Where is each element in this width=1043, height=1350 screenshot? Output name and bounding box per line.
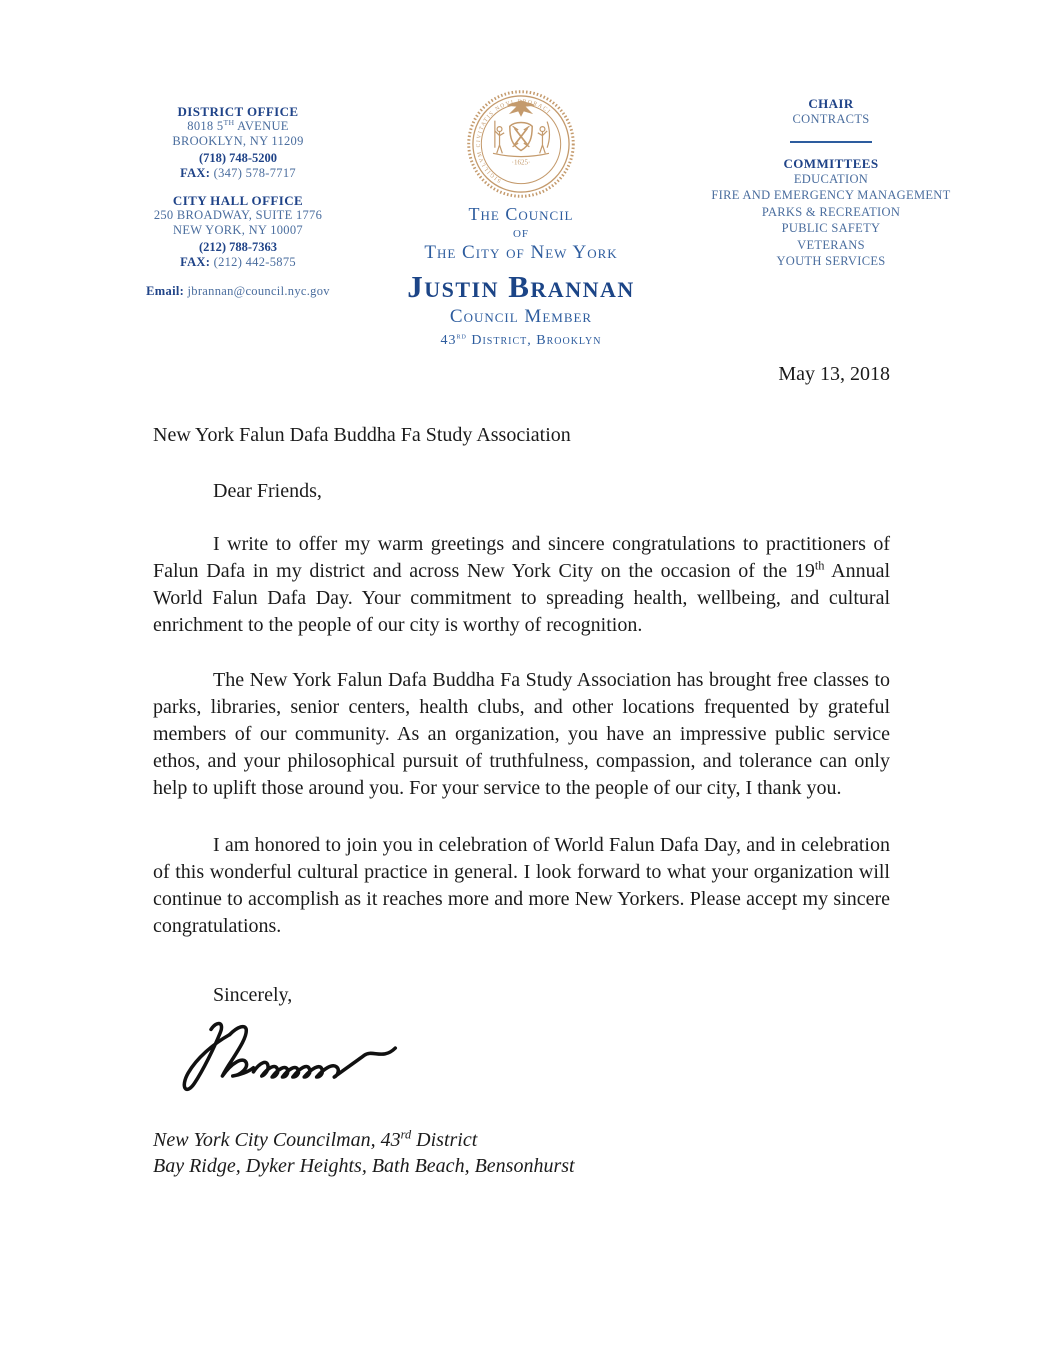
district-office-title: DISTRICT OFFICE	[177, 104, 299, 119]
district-ordinal-sup: rd	[456, 330, 467, 341]
seal-arc-text: SIGILLVM CIVITATIS NOVI EBORACI	[475, 98, 552, 184]
divider-line	[790, 141, 872, 143]
signer-title-sup: rd	[400, 1127, 412, 1142]
district-name: District, Brooklyn	[466, 333, 602, 348]
council-member-name: Justin Brannan	[407, 269, 635, 304]
district-office-address2: BROOKLYN, NY 11209	[172, 134, 304, 148]
council-member-title: Council Member	[449, 306, 593, 327]
district-office-address1-sup: TH	[223, 117, 235, 127]
committee-item: YOUTH SERVICES	[776, 254, 886, 268]
email-address: jbrannan@council.nyc.gov	[184, 284, 330, 298]
district-office-address1-text: 8018 5	[187, 119, 224, 133]
council-of: of	[512, 225, 530, 241]
committee-item: PUBLIC SAFETY	[781, 221, 881, 235]
committees-block	[690, 96, 972, 270]
council-line1: The Council	[468, 204, 574, 224]
committee-item: FIRE AND EMERGENCY MANAGEMENT	[711, 188, 951, 202]
seal-year: ·1625·	[511, 158, 531, 167]
letterhead-center	[311, 88, 731, 350]
paragraph-1	[153, 531, 890, 639]
closing: Sincerely,	[213, 984, 293, 1006]
signer-title-text: New York City Councilman, 43	[153, 1129, 401, 1151]
paragraph-1-rest: Annual World Falun Dafa Day. Your commitment to spreading health, wellbeing, and cultural enrichment to the people of our city is worthy of recognition.	[153, 560, 890, 636]
letter-body	[153, 362, 890, 1179]
city-hall-phone: (212) 788-7363	[198, 240, 278, 254]
district-office-phone: (718) 748-5200	[198, 151, 278, 165]
signer-title-block	[153, 1127, 890, 1179]
signer-title-line	[153, 1127, 890, 1153]
council-member-district	[311, 332, 731, 350]
fax-label: FAX:	[180, 255, 211, 269]
fax-label: FAX:	[180, 166, 211, 180]
fax-value: (347) 578-7717	[210, 166, 296, 180]
signer-neighborhoods-line: Bay Ridge, Dyker Heights, Bath Beach, Bensonhurst	[153, 1155, 575, 1177]
salutation: Dear Friends,	[213, 480, 322, 502]
city-hall-office-title: CITY HALL OFFICE	[172, 193, 304, 208]
email-label: Email:	[146, 284, 185, 298]
committee-item: VETERANS	[797, 237, 865, 252]
city-hall-address1: 250 BROADWAY, SUITE 1776	[153, 208, 323, 222]
committees-title: COMMITTEES	[783, 155, 879, 171]
paragraph-2: The New York Falun Dafa Buddha Fa Study Association has brought free classes to parks, libraries, senior centers, health clubs, and other locations frequented by grateful members of our community. As an organization, you have an impressive public service ethos, and your philosophical pursuit of truthfulness, compassion, and tolerance can only help to uplift those around you. For your service to the people of our city, I thank you.	[153, 669, 890, 799]
chair-title: CHAIR	[808, 96, 854, 111]
paragraph-1-text: I write to offer my warm greetings and sincere congratulations to practitioners of Falun Dafa in my district and across New York City on the occasion of the 19	[153, 533, 890, 582]
fax-value: (212) 442-5875	[210, 255, 296, 269]
district-office-address1-rest: AVENUE	[234, 119, 289, 133]
chair-value: CONTRACTS	[792, 112, 870, 126]
signature-jbrannan-image	[179, 1017, 419, 1105]
paragraph-3: I am honored to join you in celebration of World Falun Dafa Day, and in celebration of this wonderful cultural practice in general. I look forward to what your organization will continue to accomplish as it reaches more and more New Yorkers. Please accept my sincere congratulations.	[153, 834, 890, 937]
committee-item: PARKS & RECREATION	[761, 204, 901, 219]
letter-date: May 13, 2018	[778, 363, 890, 385]
city-hall-address2: NEW YORK, NY 10007	[173, 223, 303, 237]
paragraph-1-sup: th	[814, 558, 825, 573]
committee-item: EDUCATION	[793, 171, 869, 186]
district-number: 43	[440, 333, 457, 348]
recipient-line: New York Falun Dafa Buddha Fa Study Association	[153, 424, 571, 446]
council-line2: The City of New York	[424, 242, 618, 263]
nyc-council-seal-icon	[465, 88, 577, 200]
signer-title-rest: District	[411, 1129, 478, 1151]
